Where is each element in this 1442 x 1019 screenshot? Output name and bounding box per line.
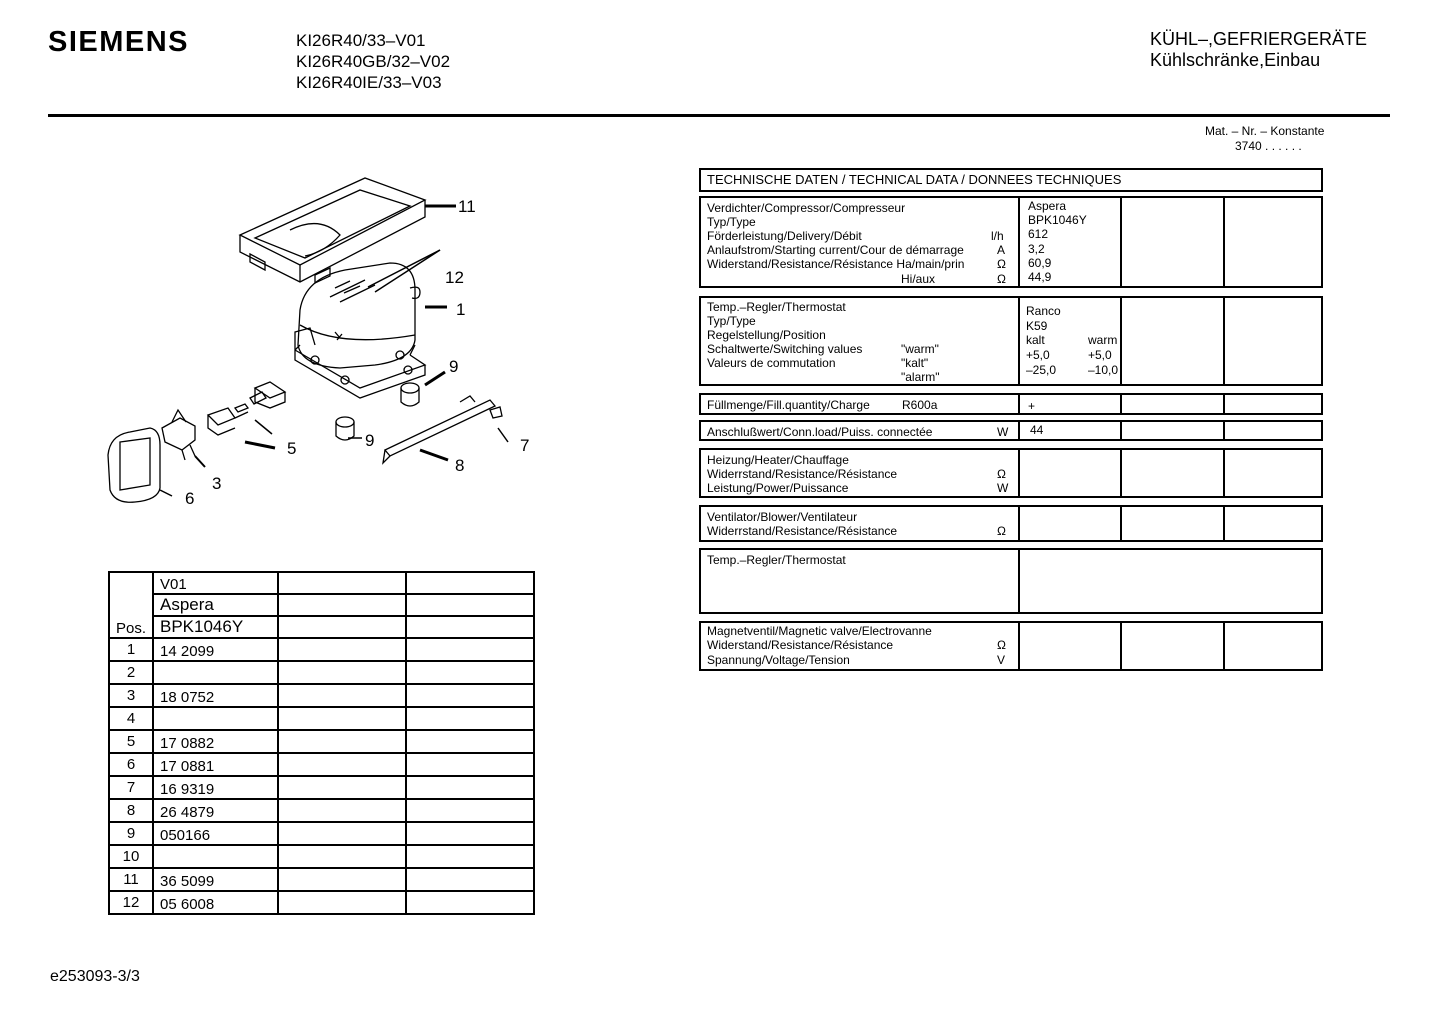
- table-row: 8 26 4879: [109, 799, 534, 822]
- callout-label: 5: [287, 439, 297, 458]
- table-row: 3 18 0752: [109, 684, 534, 707]
- compressor-type-header: BPK1046Y: [153, 616, 278, 638]
- tech-data-title-box: [699, 168, 1323, 192]
- table-row: 7 16 9319: [109, 776, 534, 799]
- material-number-label: Mat. – Nr. – Konstante: [1205, 124, 1325, 138]
- solenoid-valve-section: Magnetventil/Magnetic valve/Electrovanne Widerstand/Resistance/Résistance Spannung/Voltage/Tension Ω V: [699, 621, 1323, 671]
- relay-cover-part: [108, 428, 160, 502]
- starter-relay-part: [162, 410, 195, 460]
- table-row: 12 05 6008: [109, 891, 534, 914]
- document-id: e253093-3/3: [50, 968, 140, 985]
- connected-load-section: Anschlußwert/Conn.load/Puiss. connectée W 44: [699, 420, 1323, 441]
- callout-label: 8: [455, 456, 465, 475]
- compressor-part: [295, 263, 425, 398]
- compressor-section: Verdichter/Compressor/Compresseur Typ/Type Förderleistung/Delivery/Débit Anlaufstrom/Starting current/Cour de démarrage Widerstand/Resistance/Résistance Ha/main/prin Hi/aux l/h A Ω Ω Aspera BPK1046Y 612 3,2 60,9 44,9: [699, 196, 1323, 288]
- empty-cell: [278, 572, 406, 594]
- table-row: 9 050166: [109, 822, 534, 845]
- callout-label: 12: [445, 268, 464, 287]
- product-category: [1150, 29, 1367, 71]
- heater-section: Heizung/Heater/Chauffage Widerrstand/Resistance/Résistance Leistung/Power/Puissance Ω W: [699, 448, 1323, 498]
- material-number-value: 3740 . . . . . .: [1235, 139, 1302, 153]
- callout-label: 11: [458, 197, 476, 216]
- table-row: 2: [109, 661, 534, 684]
- model-number: KI26R40IE/33–V03: [296, 73, 442, 92]
- fan-section: Ventilator/Blower/Ventilateur Widerrstand/Resistance/Résistance Ω: [699, 505, 1323, 542]
- table-row: 11 36 5099: [109, 868, 534, 891]
- table-row: 5 17 0882: [109, 730, 534, 753]
- model-list: [296, 30, 450, 93]
- table-row: 1 14 2099: [109, 638, 534, 661]
- empty-cell: [278, 594, 406, 616]
- pos-header: Pos.: [109, 572, 153, 638]
- material-number: [1205, 124, 1324, 154]
- table-row: 6 17 0881: [109, 753, 534, 776]
- empty-cell: [406, 616, 534, 638]
- fill-quantity-section: Füllmenge/Fill.quantity/Charge R600a +: [699, 393, 1323, 415]
- category-line: Kühlschränke,Einbau: [1150, 50, 1321, 70]
- table-row: 10: [109, 845, 534, 868]
- thermostat-section: Temp.–Regler/Thermostat Typ/Type Regelstellung/Position Schaltwerte/Switching values Valeurs de commutation "warm" "kalt" "alarm" Ranco K59 kalt warm +5,0 +5,0 –25,0 –10,0: [699, 296, 1323, 386]
- drip-tray-part: [240, 178, 425, 283]
- mounting-rail-part: [383, 396, 495, 463]
- brand-logo: SIEMENS: [48, 26, 190, 58]
- empty-cell: [406, 594, 534, 616]
- header-divider: [48, 114, 1390, 117]
- empty-cell: [278, 616, 406, 638]
- callout-label: 9: [365, 431, 375, 450]
- callout-label: 7: [520, 436, 530, 455]
- compressor-brand-header: Aspera: [153, 594, 278, 616]
- callout-label: 3: [212, 474, 222, 493]
- model-number: KI26R40GB/32–V02: [296, 52, 451, 71]
- model-number: KI26R40/33–V01: [296, 31, 426, 50]
- category-line: KÜHL–,GEFRIERGERÄTE: [1150, 29, 1368, 49]
- table-row: 4: [109, 707, 534, 730]
- callout-label: 6: [185, 489, 195, 508]
- clip-part: [490, 407, 502, 418]
- exploded-parts-diagram: [90, 160, 550, 520]
- thermostat2-section: Temp.–Regler/Thermostat: [699, 548, 1323, 614]
- parts-list-table: [108, 571, 535, 915]
- tech-data-title: TECHNISCHE DATEN / TECHNICAL DATA / DONNEES TECHNIQUES: [707, 172, 1122, 187]
- variant-header: V01: [153, 572, 278, 594]
- empty-cell: [406, 572, 534, 594]
- relay-part: [208, 382, 285, 435]
- callout-label: 9: [449, 357, 459, 376]
- callout-label: 1: [456, 300, 466, 319]
